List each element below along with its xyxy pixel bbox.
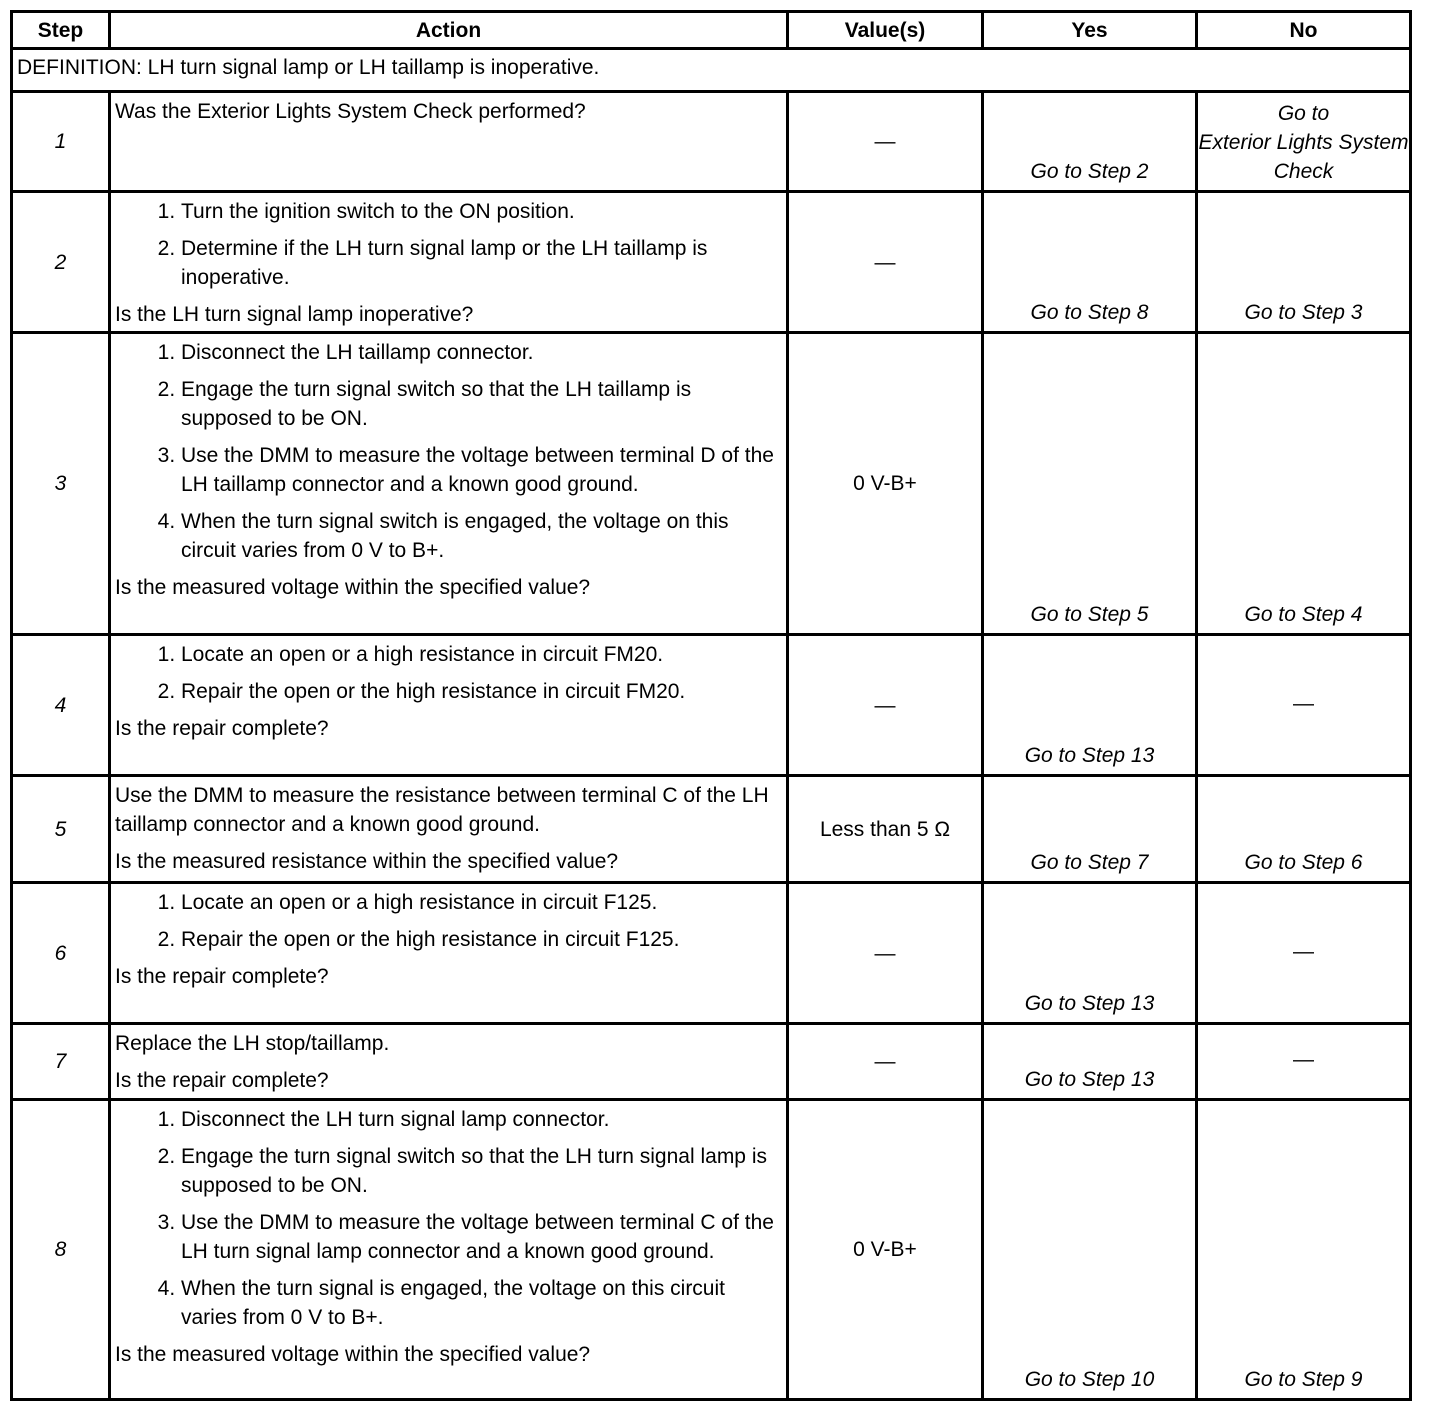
list-item: 2. Repair the open or the high resistance in circuit F125. [181,925,780,954]
no-cell: Go to Step 3 [1197,192,1411,333]
action-list [115,338,780,565]
table-row [12,883,1411,1024]
value-cell: — [788,192,983,333]
action-text: Use the DMM to measure the resistance between terminal C of the LH taillamp connector and a known good ground. [115,784,769,836]
step-number: 3 [12,333,110,635]
no-cell: — [1197,883,1411,1024]
step-number: 1 [12,92,110,192]
no-cell: — [1197,1024,1411,1100]
action-list [115,640,780,706]
no-cell: Go to Step 4 [1197,333,1411,635]
list-item: 2. Engage the turn signal switch so that the LH turn signal lamp is supposed to be ON. [181,1142,780,1200]
no-cell: — [1197,635,1411,776]
list-item: 3. Use the DMM to measure the voltage between terminal D of the LH taillamp connector and a known good ground. [181,441,780,499]
list-item: 2. Engage the turn signal switch so that the LH taillamp is supposed to be ON. [181,375,780,433]
action-list [115,197,780,292]
yes-cell: Go to Step 13 [983,635,1197,776]
yes-cell: Go to Step 8 [983,192,1197,333]
action-cell [110,635,788,776]
definition-row [12,49,1411,92]
value-cell: — [788,1024,983,1100]
header-values: Value(s) [788,12,983,49]
action-question: Was the Exterior Lights System Check performed? [115,100,586,123]
no-prefix: Go to [1277,102,1330,125]
action-cell [110,1024,788,1100]
definition-text: DEFINITION: LH turn signal lamp or LH taillamp is inoperative. [12,49,1411,92]
list-item: 1. Disconnect the LH turn signal lamp connector. [181,1105,780,1134]
action-cell [110,192,788,333]
no-target: Exterior Lights System Check [1198,131,1409,183]
value-cell: 0 V-B+ [788,333,983,635]
table-row [12,1100,1411,1400]
value-cell: — [788,635,983,776]
action-list [115,888,780,954]
list-item: 2. Determine if the LH turn signal lamp or the LH taillamp is inoperative. [181,234,780,292]
yes-cell: Go to Step 13 [983,883,1197,1024]
step-number: 7 [12,1024,110,1100]
action-cell [110,333,788,635]
yes-cell: Go to Step 5 [983,333,1197,635]
table-row [12,192,1411,333]
action-list [115,1105,780,1332]
no-cell [1197,92,1411,192]
list-item: 4. When the turn signal is engaged, the voltage on this circuit varies from 0 V to B+. [181,1274,780,1332]
table-row [12,635,1411,776]
action-question: Is the repair complete? [115,717,329,740]
list-item: 1. Locate an open or a high resistance in circuit F125. [181,888,780,917]
table-row [12,1024,1411,1100]
yes-cell: Go to Step 13 [983,1024,1197,1100]
value-cell: 0 V-B+ [788,1100,983,1400]
list-item: 1. Disconnect the LH taillamp connector. [181,338,780,367]
value-cell: — [788,883,983,1024]
header-yes: Yes [983,12,1197,49]
action-cell [110,776,788,883]
action-question: Is the measured voltage within the specified value? [115,576,591,599]
list-item: 4. When the turn signal switch is engaged, the voltage on this circuit varies from 0 V to B+. [181,507,780,565]
table-row [12,333,1411,635]
action-question: Is the measured voltage within the specified value? [115,1343,591,1366]
yes-cell: Go to Step 2 [983,92,1197,192]
action-cell [110,1100,788,1400]
action-question: Is the measured resistance within the specified value? [115,850,619,873]
header-action: Action [110,12,788,49]
list-item: 3. Use the DMM to measure the voltage between terminal C of the LH turn signal lamp connector and a known good ground. [181,1208,780,1266]
header-step: Step [12,12,110,49]
action-cell [110,883,788,1024]
table-row [12,776,1411,883]
step-number: 6 [12,883,110,1024]
table-row [12,92,1411,192]
step-number: 5 [12,776,110,883]
action-question: Is the LH turn signal lamp inoperative? [115,303,474,326]
no-cell: Go to Step 6 [1197,776,1411,883]
value-cell: Less than 5 Ω [788,776,983,883]
step-number: 2 [12,192,110,333]
no-cell: Go to Step 9 [1197,1100,1411,1400]
header-no: No [1197,12,1411,49]
action-question: Is the repair complete? [115,965,329,988]
header-row [12,12,1411,49]
diagnostic-table [10,10,1412,1401]
action-question: Is the repair complete? [115,1069,329,1092]
yes-cell: Go to Step 7 [983,776,1197,883]
step-number: 4 [12,635,110,776]
value-cell: — [788,92,983,192]
list-item: 2. Repair the open or the high resistance in circuit FM20. [181,677,780,706]
yes-cell: Go to Step 10 [983,1100,1197,1400]
list-item: 1. Locate an open or a high resistance in circuit FM20. [181,640,780,669]
action-text: Replace the LH stop/taillamp. [115,1032,390,1055]
list-item: 1. Turn the ignition switch to the ON position. [181,197,780,226]
action-cell [110,92,788,192]
step-number: 8 [12,1100,110,1400]
